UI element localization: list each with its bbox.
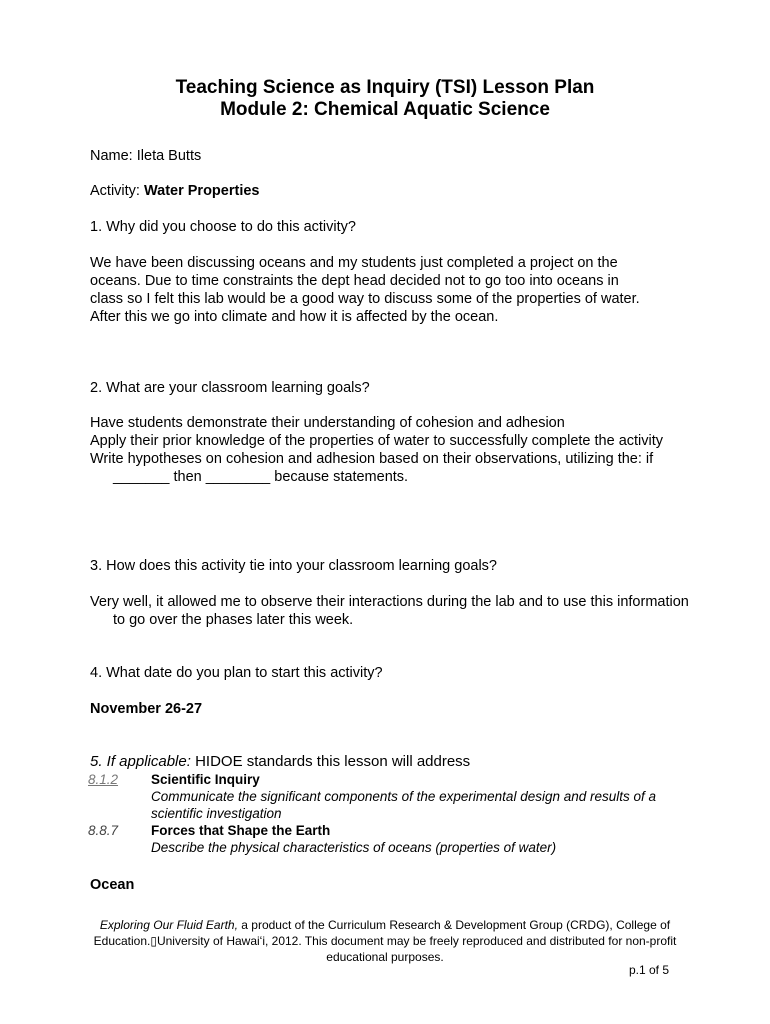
answer-4: November 26-27	[90, 701, 203, 717]
section-heading-ocean: Ocean	[90, 877, 135, 893]
footer-italic: Exploring Our Fluid Earth,	[99, 918, 238, 932]
question-5-text: HIDOE standards this lesson will address	[190, 753, 471, 770]
question-2: 2. What are your classroom learning goals?	[90, 380, 370, 396]
question-4: 4. What date do you plan to start this activity?	[90, 665, 383, 681]
page-title: Teaching Science as Inquiry (TSI) Lesson Plan	[175, 77, 595, 98]
answer-3: Very well, it allowed me to observe their interactions during the lab and to use this information to go over the phases later this week.	[90, 594, 689, 628]
footer-text: a product of the Curriculum Research & Development Group (CRDG), College of Education.▯University of Hawaiʻi, 2012. This document may be freely reproduced and distributed for non-profit educational purposes.	[93, 918, 677, 964]
question-1: 1. Why did you choose to do this activity?	[90, 219, 356, 235]
goal-item: Write hypotheses on cohesion and adhesion based on their observations, utilizing the: if _______ then ________ because statements.	[90, 451, 654, 485]
standard-code-link[interactable]: 8.1.2	[88, 772, 119, 787]
footer-credit	[85, 917, 685, 965]
standard-description: Describe the physical characteristics of oceans (properties of water)	[151, 840, 557, 855]
standard-title: Forces that Shape the Earth	[151, 823, 331, 838]
name-label: Name:	[90, 148, 133, 164]
standard-description: Communicate the significant components of the experimental design and results of a scientific investigation	[151, 789, 657, 821]
standard-code: 8.8.7	[88, 823, 119, 838]
question-5-prefix: 5. If applicable:	[90, 753, 191, 770]
standard-title: Scientific Inquiry	[151, 772, 260, 787]
page-subtitle: Module 2: Chemical Aquatic Science	[220, 99, 550, 120]
answer-1: We have been discussing oceans and my students just completed a project on the oceans. Due to time constraints the dept head decided not to go too into oceans in class so I felt this lab would be a good way to discuss some of the properties of water. After this we go into climate and how it is affected by the ocean.	[90, 255, 640, 325]
name-line	[90, 147, 690, 165]
activity-line	[90, 182, 690, 200]
name-value: Ileta Butts	[136, 148, 202, 164]
goal-item: Have students demonstrate their understanding of cohesion and adhesion	[90, 415, 565, 431]
goals-list	[90, 414, 690, 486]
activity-value: Water Properties	[143, 183, 260, 199]
question-5	[90, 753, 690, 771]
question-3: 3. How does this activity tie into your classroom learning goals?	[90, 558, 497, 574]
goal-item: Apply their prior knowledge of the properties of water to successfully complete the activity	[90, 433, 664, 449]
page-number: p.1 of 5	[628, 963, 669, 977]
activity-label: Activity:	[90, 183, 140, 199]
